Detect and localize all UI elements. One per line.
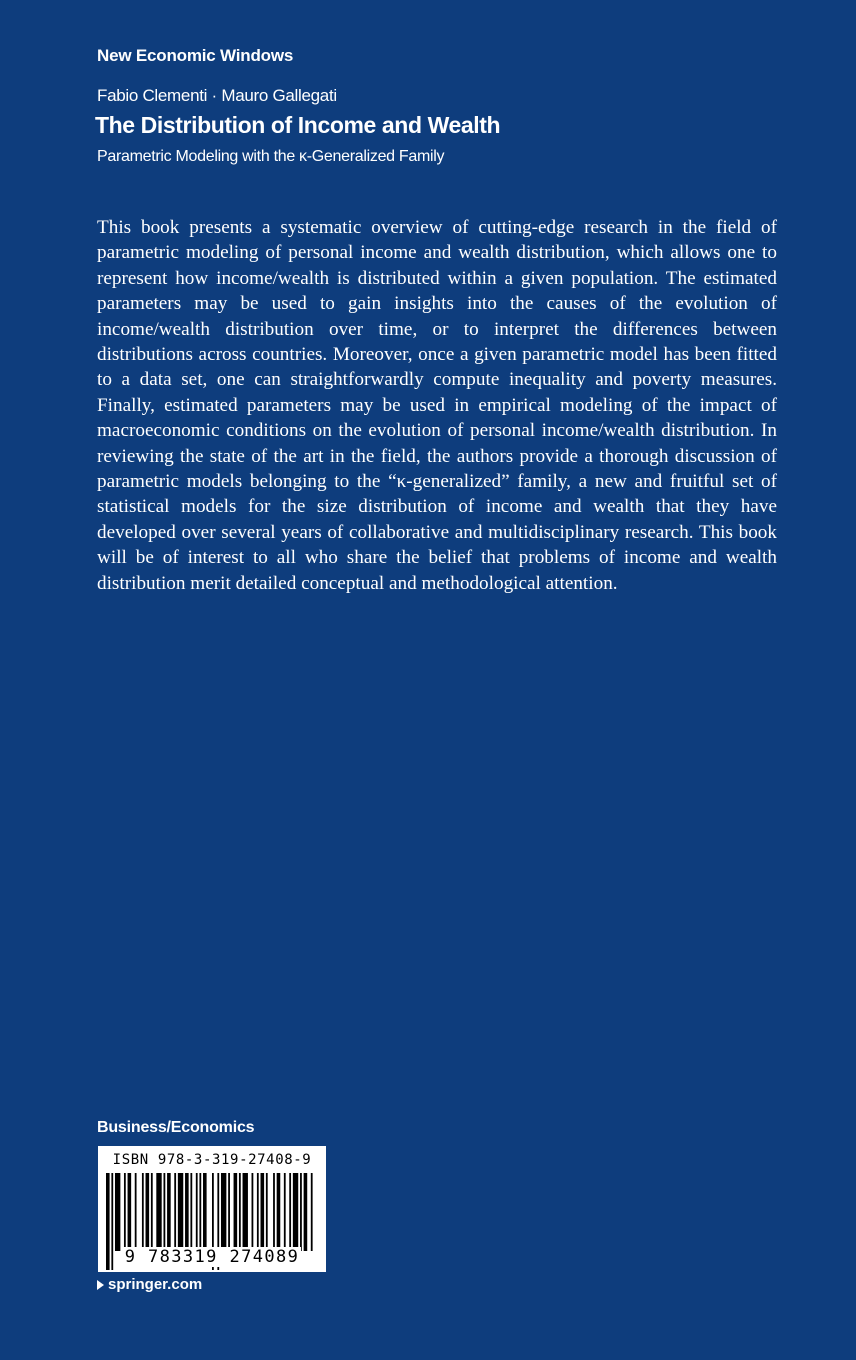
- barcode-bar: [239, 1173, 241, 1251]
- barcode-bar: [257, 1173, 259, 1251]
- book-title: The Distribution of Income and Wealth: [95, 112, 501, 138]
- barcode-bar: [234, 1173, 238, 1251]
- arrow-right-icon: [97, 1280, 104, 1290]
- barcode-bar: [252, 1173, 254, 1251]
- barcode-bar: [124, 1173, 126, 1251]
- isbn-barcode: [98, 1146, 326, 1272]
- barcode-bar: [284, 1173, 286, 1251]
- category-label: Business/Economics: [97, 1119, 255, 1136]
- barcode-bar: [146, 1173, 150, 1251]
- barcode-bar: [228, 1173, 230, 1251]
- barcode-bar: [293, 1173, 298, 1251]
- barcode-bar: [142, 1173, 144, 1251]
- barcode-bar: [273, 1173, 275, 1251]
- barcode-bar: [174, 1173, 176, 1251]
- barcode-bar: [156, 1173, 161, 1251]
- isbn-label: ISBN 978-3-319-27408-9: [112, 1152, 312, 1168]
- barcode-bar: [203, 1173, 207, 1251]
- barcode-bar: [178, 1173, 183, 1251]
- barcode-bar: [151, 1173, 153, 1251]
- book-subtitle: Parametric Modeling with the κ-Generalized Family: [97, 148, 445, 165]
- barcode-bar: [277, 1173, 281, 1251]
- series-name: New Economic Windows: [97, 46, 294, 65]
- barcode-bar: [196, 1173, 198, 1251]
- barcode-bar: [163, 1173, 165, 1251]
- barcode-bar: [185, 1173, 189, 1251]
- authors: Fabio Clementi · Mauro Gallegati: [97, 86, 337, 105]
- barcode-bar: [128, 1173, 132, 1251]
- barcode-bar: [261, 1173, 265, 1251]
- barcode-digits: [98, 1247, 326, 1267]
- barcode-bar: [304, 1173, 308, 1251]
- barcode-bar: [243, 1173, 248, 1251]
- barcode-bar: [199, 1173, 201, 1251]
- barcode-digits-text: 9 783319 274089: [124, 1247, 300, 1267]
- barcode-bar: [221, 1173, 226, 1251]
- website-text: springer.com: [108, 1276, 203, 1293]
- barcode-bar: [289, 1173, 291, 1251]
- barcode-bar: [167, 1173, 171, 1251]
- barcode-bar: [300, 1173, 302, 1251]
- barcode-bar: [311, 1173, 313, 1251]
- barcode-bar: [115, 1173, 120, 1251]
- barcode-bar: [135, 1173, 137, 1251]
- book-description: This book presents a systematic overview of cutting-edge research in the field of parametric modeling of personal income and wealth distribution, which allows one to represent how income/wealth is distributed within a given population. The estimated parameters may be used to gain insights into the causes of the evolution of income/wealth distribution over time, or to interpret the differences between distributions across countries. Moreover, once a given parametric model has been fitted to a data set, one can straightforwardly compute inequality and poverty measures. Finally, estimated parameters may be used in empirical modeling of the impact of macroeconomic conditions on the evolution of personal income/wealth distribution. In reviewing the state of the art in the field, the authors provide a thorough discussion of parametric models belonging to the “κ-generalized” family, a new and fruitful set of statistical models for the size distribution of income and wealth that they have developed over several years of collaborative and multidisciplinary research. This book will be of interest to all who share the belief that problems of income and wealth distribution merit detailed conceptual and methodological attention.: [97, 217, 777, 594]
- barcode-bar: [190, 1173, 192, 1251]
- website-link[interactable]: [97, 1276, 202, 1293]
- barcode-bar: [266, 1173, 268, 1251]
